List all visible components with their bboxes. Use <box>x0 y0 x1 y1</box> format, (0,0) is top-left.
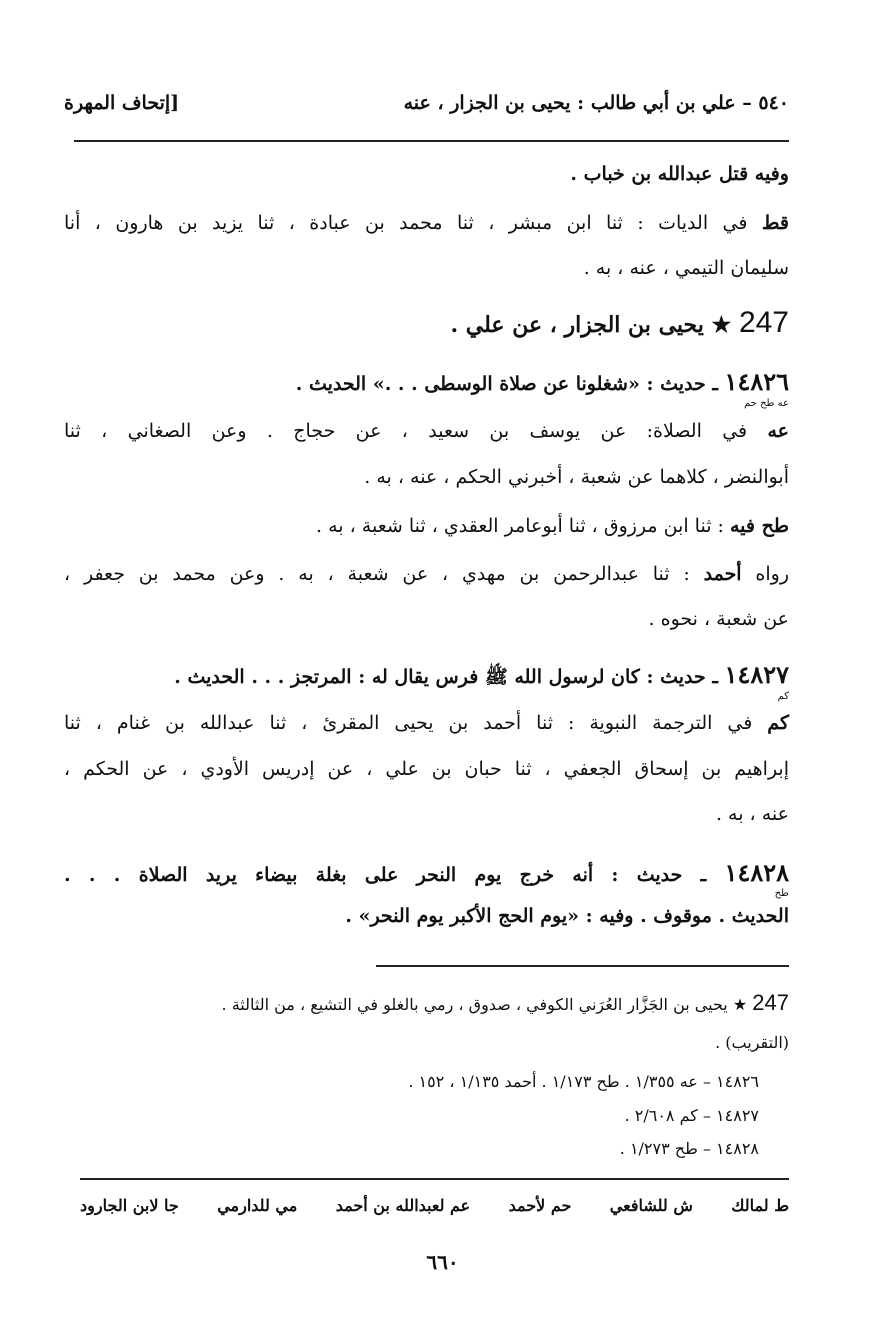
hadith-14826-line-5: عن شعبة ، نحوه . <box>648 608 789 630</box>
hadith-source-codes: طح <box>774 888 789 899</box>
narrator-heading <box>64 306 789 340</box>
footnote-narrator-cont: (التقريب) . <box>715 1033 789 1052</box>
star-icon: ★ <box>711 312 732 338</box>
header-rule <box>74 140 789 142</box>
hadith-source-codes: كم <box>777 691 789 702</box>
footnote-14828: ١٤٨٢٨ – طح ١/٢٧٣ . <box>619 1139 759 1158</box>
abbreviation-item: جا لابن الجارود <box>80 1196 179 1215</box>
hadith-14826-line-4 <box>64 563 789 585</box>
hadith-title: ـ حديث : كان لرسول الله ﷺ فرس يقال له : المرتجز . . . الحديث . <box>174 666 725 688</box>
page-number: ٦٦٠ <box>426 1250 459 1274</box>
footnote-14827: ١٤٨٢٧ – كم ٢/٦٠٨ . <box>624 1106 759 1125</box>
abbreviation-item: عم لعبدالله بن أحمد <box>335 1196 471 1215</box>
star-icon: ★ <box>732 995 748 1014</box>
hadith-heading-14827 <box>64 660 789 693</box>
hadith-14827-line-1 <box>64 712 789 734</box>
abbreviation-item: ش للشافعي <box>609 1196 693 1215</box>
running-title: ٥٤٠ – علي بن أبي طالب : يحيى بن الجزار ، عنه <box>403 92 789 114</box>
line-text: : ثنا عبدالرحمن بن مهدي ، عن شعبة ، به . وعن محمد بن جعفر ، <box>64 563 704 585</box>
abbreviations-key <box>80 1196 789 1215</box>
abbreviation-item: ط لمالك <box>731 1196 789 1215</box>
source-code: طح فيه <box>729 515 789 537</box>
line-prefix: رواه <box>741 563 790 585</box>
footnote-text: يحيى بن الجَزَّار العُرَني الكوفي ، صدوق ، رمي بالغلو في التشيع ، من الثالثة . <box>221 995 733 1014</box>
hadith-number: ١٤٨٢٦ <box>724 367 789 396</box>
hadith-heading-14828 <box>64 858 789 887</box>
body-line-2 <box>64 212 789 234</box>
hadith-title: ـ حديث : «شغلونا عن صلاة الوسطى . . .» الحديث . <box>295 373 725 395</box>
line-text: في الديات : ثنا ابن مبشر ، ثنا محمد بن عبادة ، ثنا يزيد بن هارون ، أنا <box>64 212 762 234</box>
line-text: : ثنا ابن مرزوق ، ثنا أبوعامر العقدي ، ثنا شعبة ، به . <box>316 515 730 537</box>
hadith-number: ١٤٨٢٧ <box>724 660 789 689</box>
line-text: في الصلاة: عن يوسف بن سعيد ، عن حجاج . وعن الصغاني ، ثنا <box>64 420 768 442</box>
hadith-14828-line-1: الحديث . موقوف . وفيه : «يوم الحج الأكبر يوم النحر» . <box>345 905 789 927</box>
hadith-14826-line-2: أبوالنضر ، كلاهما عن شعبة ، أخبرني الحكم ، عنه ، به . <box>364 466 789 488</box>
footnote-number: 247 <box>752 990 789 1015</box>
hadith-heading-14826 <box>64 367 789 396</box>
source-code: قط <box>761 212 789 234</box>
abbreviation-item: مي للدارمي <box>217 1196 298 1215</box>
hadith-14827-line-2: إبراهيم بن إسحاق الجعفي ، ثنا حبان بن علي ، عن إدريس الأودي ، عن الحكم ، <box>64 758 789 780</box>
hadith-14826-line-1 <box>64 420 789 442</box>
book-title: [إتحاف المهرة <box>64 92 180 114</box>
abbreviation-item: حم لأحمد <box>508 1196 572 1215</box>
body-line-3: سليمان التيمي ، عنه ، به . <box>583 257 789 279</box>
footnote-narrator <box>80 990 789 1016</box>
footnote-14826: ١٤٨٢٦ – عه ١/٣٥٥ . طح ١/١٧٣ . أحمد ١/١٣٥ ، ١٥٢ . <box>408 1072 759 1091</box>
source-code: كم <box>767 712 789 734</box>
body-line-1: وفيه قتل عبدالله بن خباب . <box>570 163 789 185</box>
hadith-source-codes: عه طح حم <box>744 398 789 409</box>
source-code: أحمد <box>703 563 742 585</box>
line-text: في الترجمة النبوية : ثنا أحمد بن يحيى المقرئ ، ثنا عبدالله بن غنام ، ثنا <box>64 712 768 734</box>
narrator-number: 247 <box>738 306 789 339</box>
abbreviations-rule <box>80 1178 789 1180</box>
hadith-number: ١٤٨٢٨ <box>724 858 789 887</box>
hadith-14826-line-3 <box>64 515 789 537</box>
narrator-text: يحيى بن الجزار ، عن علي . <box>450 312 712 338</box>
source-code: عه <box>767 420 789 442</box>
hadith-14827-line-3: عنه ، به . <box>715 803 789 825</box>
hadith-title: ـ حديث : أنه خرج يوم النحر على بغلة بيضاء يريد الصلاة . . . <box>64 864 725 886</box>
footnote-rule <box>376 965 789 967</box>
